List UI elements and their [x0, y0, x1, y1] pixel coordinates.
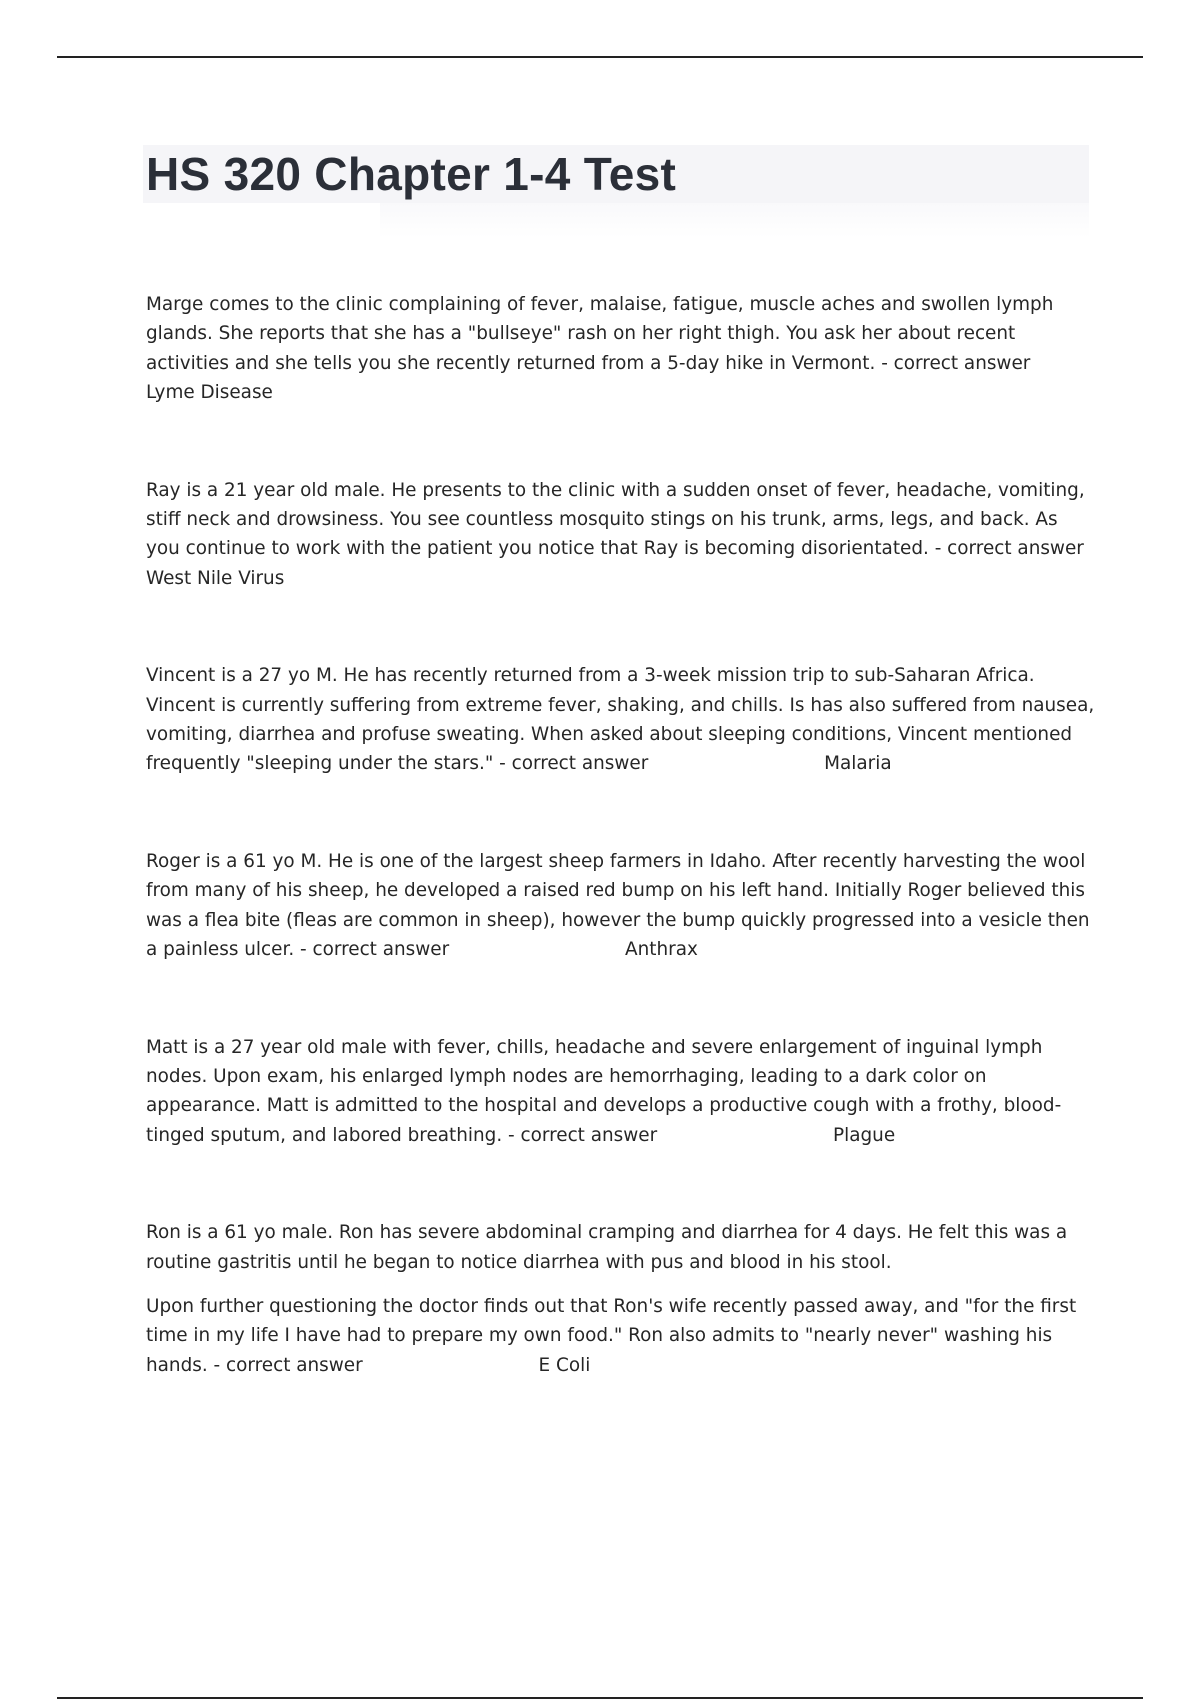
title-highlight-fade — [380, 203, 1089, 238]
correct-answer: E Coli — [538, 1354, 591, 1376]
question-text-continued — [146, 1292, 1096, 1380]
question-prompt: Upon further questioning the doctor finds out that Ron's wife recently passed away, and "for the first time in my life I have had to prepare my own food." Ron also admits to "nearly never" washing his hands. - correct answer — [146, 1295, 1077, 1376]
correct-answer: Plague — [833, 1124, 896, 1146]
page-title: HS 320 Chapter 1-4 Test — [146, 148, 677, 200]
question-text — [146, 476, 1096, 594]
correct-answer: Malaria — [824, 753, 892, 775]
question-prompt: Ron is a 61 yo male. Ron has severe abdominal cramping and diarrhea for 4 days. He felt this was a routine gastritis until he began to notice diarrhea with pus and blood in his stool. — [146, 1222, 1068, 1273]
question-prompt: Roger is a 61 yo M. He is one of the largest sheep farmers in Idaho. After recently harvesting the wool from many of his sheep, he developed a raised red bump on his left hand. Initially Roger believed this was a flea bite (fleas are common in sheep), however the bump quickly progressed into a vesicle then a painless ulcer. - correct answer — [146, 850, 1090, 961]
correct-answer: Anthrax — [625, 939, 698, 961]
question-item — [146, 1033, 1096, 1151]
correct-answer: Lyme Disease — [146, 382, 273, 404]
question-list — [146, 290, 1096, 1380]
question-item — [146, 476, 1096, 594]
question-prompt: Vincent is a 27 yo M. He has recently returned from a 3-week mission trip to sub-Saharan Africa. Vincent is currently suffering from extreme fever, shaking, and chills. Is has also suffered from nausea, vomiting, diarrhea and profuse sweating. When asked about sleeping conditions, Vincent mentioned frequently "sleeping under the stars." - correct answer — [146, 665, 1095, 775]
question-text — [146, 847, 1096, 965]
question-text — [146, 1218, 1096, 1277]
question-item — [146, 1218, 1096, 1380]
question-text — [146, 290, 1096, 408]
question-item — [146, 847, 1096, 965]
bottom-rule — [57, 1697, 1143, 1699]
question-text — [146, 661, 1096, 779]
question-prompt: Marge comes to the clinic complaining of fever, malaise, fatigue, muscle aches and swollen lymph glands. She reports that she has a "bullseye" rash on her right thigh. You ask her about recent activities and she tells you she recently returned from a 5-day hike in Vermont. - correct answer — [146, 294, 1054, 374]
question-item — [146, 661, 1096, 779]
question-item — [146, 290, 1096, 408]
top-rule — [57, 56, 1143, 58]
correct-answer: West Nile Virus — [146, 567, 285, 589]
question-prompt: Matt is a 27 year old male with fever, chills, headache and severe enlargement of inguinal lymph nodes. Upon exam, his enlarged lymph nodes are hemorrhaging, leading to a dark color on appearance. Matt is admitted to the hospital and develops a productive cough with a frothy, blood-tinged sputum, and labored breathing. - correct answer — [146, 1036, 1062, 1146]
question-text — [146, 1033, 1096, 1151]
question-prompt: Ray is a 21 year old male. He presents to the clinic with a sudden onset of fever, headache, vomiting, stiff neck and drowsiness. You see countless mosquito stings on his trunk, arms, legs, and back. As you continue to work with the patient you notice that Ray is becoming disorientated. - correct answer — [146, 479, 1085, 560]
